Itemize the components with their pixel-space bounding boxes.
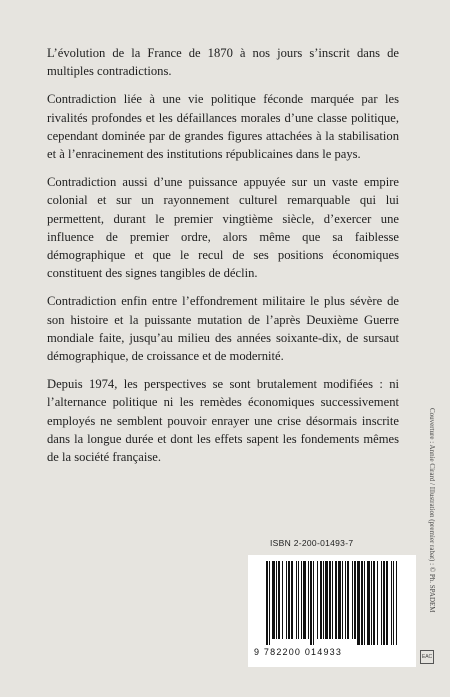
barcode-bars xyxy=(264,561,400,645)
barcode-bar xyxy=(335,561,337,639)
barcode-bar xyxy=(317,561,318,639)
barcode-bar xyxy=(396,561,397,645)
barcode xyxy=(248,555,416,667)
cover-credit-text: Couverture : Annie Cirard / Illustration (premier rabat) : © Ph. SPADEM xyxy=(428,408,436,613)
barcode-bar xyxy=(323,561,324,639)
barcode-bar xyxy=(364,561,365,645)
paragraph-1: L’évolution de la France de 1870 à nos jours s’inscrit dans de multiples contradictions. xyxy=(47,46,399,79)
barcode-bar xyxy=(313,561,314,645)
barcode-bar xyxy=(269,561,270,645)
paragraph-2: Contradiction liée à une vie politique féconde marquée par les rivalités profondes et les défaillances morales d’une classe politique, cependant dominée par de grandes figures attachées à la stabilisation et à l’enracinement des institutions républicaines dans le pays. xyxy=(47,92,399,162)
barcode-bar xyxy=(352,561,353,639)
barcode-bar xyxy=(377,561,378,645)
publisher-logo xyxy=(420,650,434,664)
barcode-bar xyxy=(291,561,293,639)
barcode-bar xyxy=(354,561,356,639)
publisher-logo-text: EAC xyxy=(421,654,433,660)
barcode-bar xyxy=(276,561,277,639)
barcode-bar xyxy=(282,561,283,639)
barcode-bar xyxy=(332,561,333,639)
barcode-bar xyxy=(303,561,306,639)
barcode-bar xyxy=(266,561,268,645)
blurb-text xyxy=(47,44,399,476)
barcode-bar xyxy=(373,561,375,645)
barcode-bar xyxy=(325,561,328,639)
barcode-bar xyxy=(301,561,302,639)
barcode-bar xyxy=(386,561,388,645)
barcode-bar xyxy=(308,561,309,639)
barcode-bar xyxy=(391,561,392,645)
barcode-bar xyxy=(286,561,287,639)
barcode-bar xyxy=(342,561,343,639)
barcode-bar xyxy=(367,561,370,645)
barcode-bar xyxy=(357,561,360,645)
barcode-bar xyxy=(296,561,297,639)
barcode-bar xyxy=(381,561,382,645)
paragraph-5: Depuis 1974, les perspectives se sont brutalement modifiées : ni l’alternance politique ni les remèdes économiques successivement employés ne semblent pouvoir enrayer une crise désormais inscrite dans la longue durée et dont les effets sapent les fondements mêmes de la société française. xyxy=(47,377,399,465)
barcode-bar xyxy=(272,561,275,639)
paragraph-3: Contradiction aussi d’une puissance appuyée sur un vaste empire colonial et sur un rayonnement culturel remarquable qui lui permettent, durant le premier vingtième siècle, d’exercer une influence de premier ordre, alors même que sa faiblesse démographique et que le recul de ses positions économiques constituent des signes tangibles de déclin. xyxy=(47,175,399,281)
paragraph-4: Contradiction enfin entre l’effondrement militaire le plus sévère de son histoire et la puissante mutation de l’après Deuxième Guerre mondiale faite, jusqu’au milieu des années soixante-dix, de sursaut démographique, de croissance et de modernité. xyxy=(47,294,399,364)
barcode-bar xyxy=(347,561,349,639)
barcode-bar xyxy=(383,561,385,645)
barcode-bar xyxy=(288,561,290,639)
barcode-bar xyxy=(345,561,346,639)
barcode-bar xyxy=(361,561,363,645)
barcode-bar xyxy=(278,561,280,639)
barcode-bar xyxy=(320,561,322,639)
barcode-digits: 9 782200 014933 xyxy=(254,647,343,657)
barcode-bar xyxy=(393,561,394,645)
isbn-label: ISBN 2-200-01493-7 xyxy=(270,538,354,548)
barcode-bar xyxy=(329,561,331,639)
barcode-bar xyxy=(310,561,312,645)
barcode-bar xyxy=(371,561,372,645)
cover-credit xyxy=(426,408,436,658)
barcode-bar xyxy=(338,561,341,639)
barcode-bar xyxy=(298,561,299,639)
